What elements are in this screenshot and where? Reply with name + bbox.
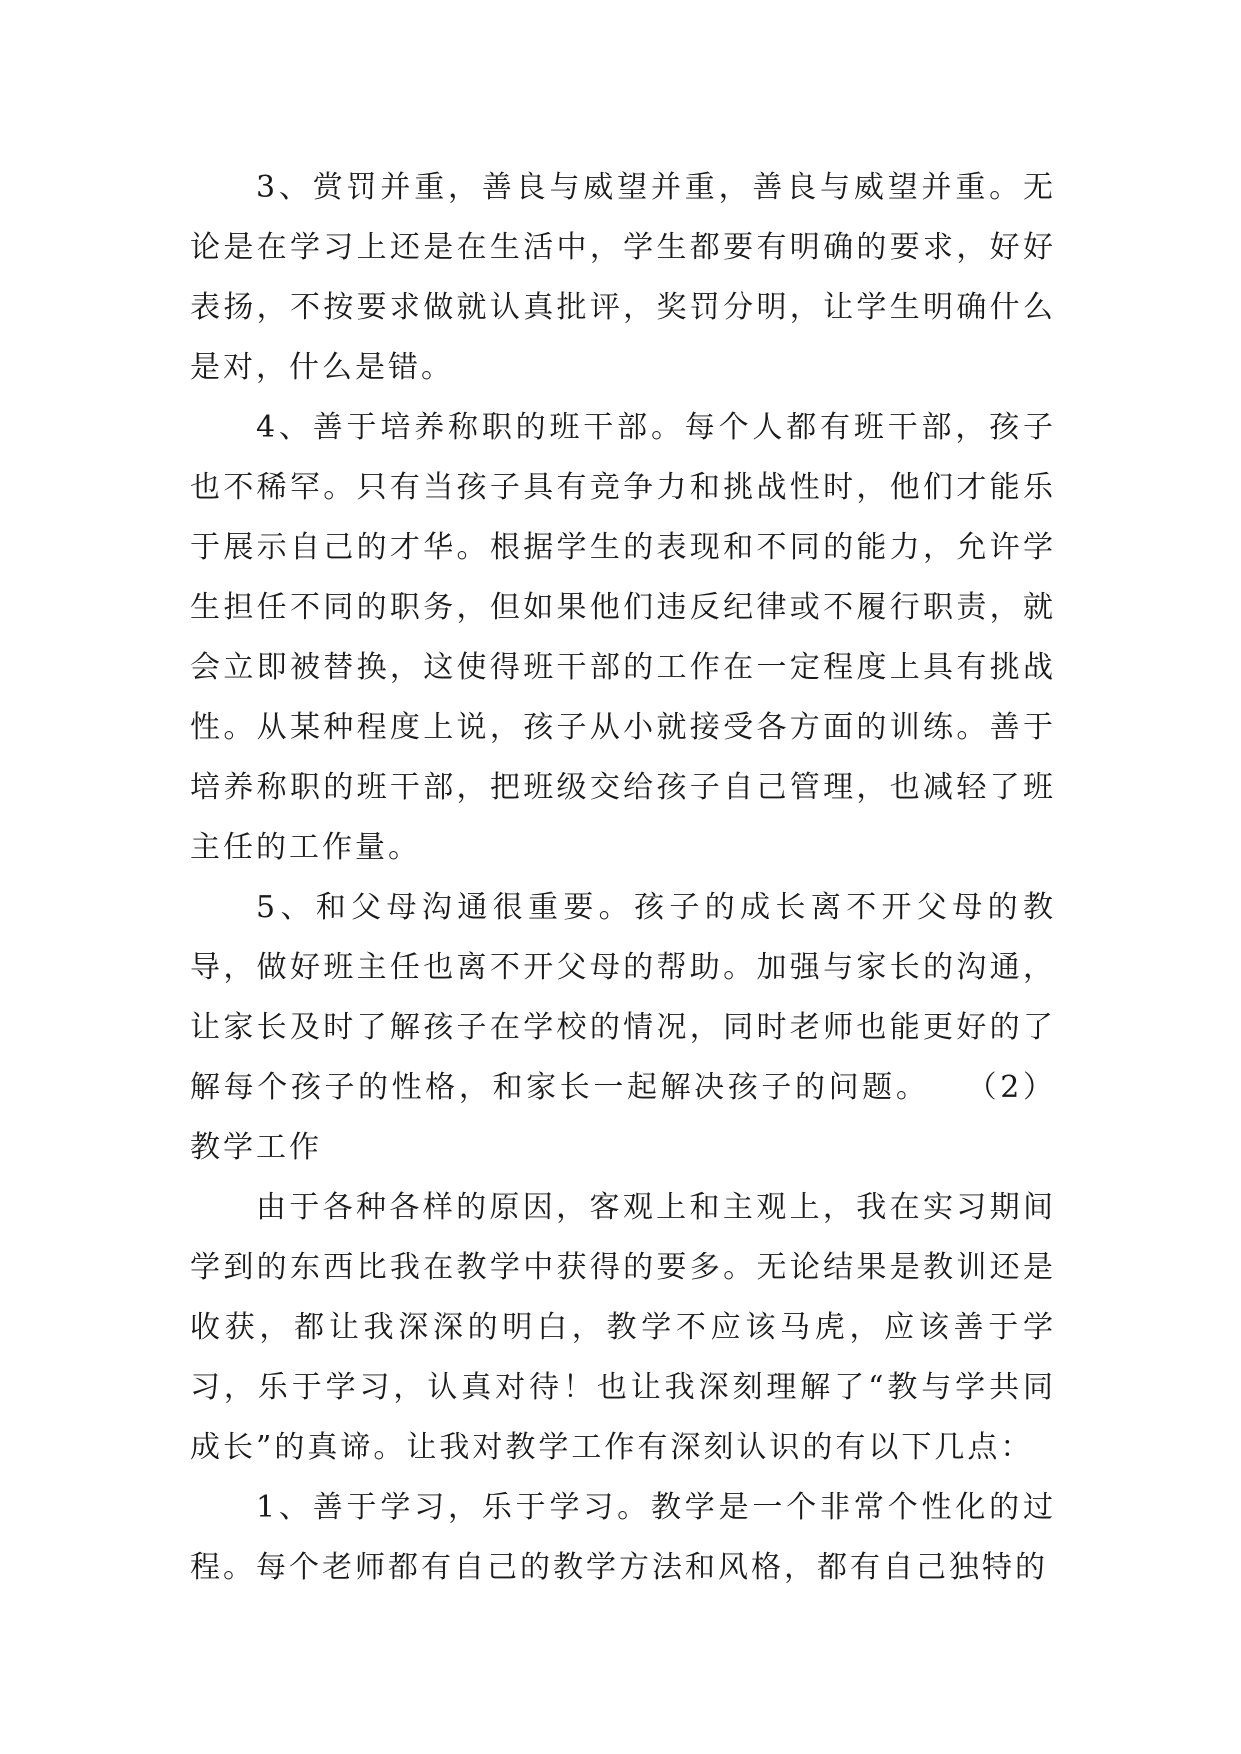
- paragraph-parent-communication: 5、和父母沟通很重要。孩子的成长离不开父母的教导，做好班主任也离不开父母的帮助。加强与家长的沟通，让家长及时了解孩子在学校的情况，同时老师也能更好的了解每个孩子的性格，和家长一起解决孩子的问题。 （2）教学工作: [190, 890, 1056, 1165]
- paragraph-reward-punishment: 3、赏罚并重，善良与威望并重，善良与威望并重。无论是在学习上还是在生活中，学生都要有明确的要求，好好表扬，不按要求做就认真批评，奖罚分明，让学生明确什么是对，什么是错。: [190, 170, 1056, 385]
- paragraph-teaching-work: 由于各种各样的原因，客观上和主观上，我在实习期间学到的东西比我在教学中获得的要多。无论结果是教训还是收获，都让我深深的明白，教学不应该马虎，应该善于学习，乐于学习，认真对待！也让我深刻理解了“教与学共同成长”的真谛。让我对教学工作有深刻认识的有以下几点：: [190, 1190, 1056, 1465]
- document-body: [190, 158, 1056, 1598]
- paragraph-class-cadres: 4、善于培养称职的班干部。每个人都有班干部，孩子也不稀罕。只有当孩子具有竞争力和挑战性时，他们才能乐于展示自己的才华。根据学生的表现和不同的能力，允许学生担任不同的职务，但如果他们违反纪律或不履行职责，就会立即被替换，这使得班干部的工作在一定程度上具有挑战性。从某种程度上说，孩子从小就接受各方面的训练。善于培养称职的班干部，把班级交给孩子自己管理，也减轻了班主任的工作量。: [190, 410, 1056, 865]
- paragraph-learning: 1、善于学习，乐于学习。教学是一个非常个性化的过程。每个老师都有自己的教学方法和风格，都有自己独特的: [190, 1490, 1056, 1585]
